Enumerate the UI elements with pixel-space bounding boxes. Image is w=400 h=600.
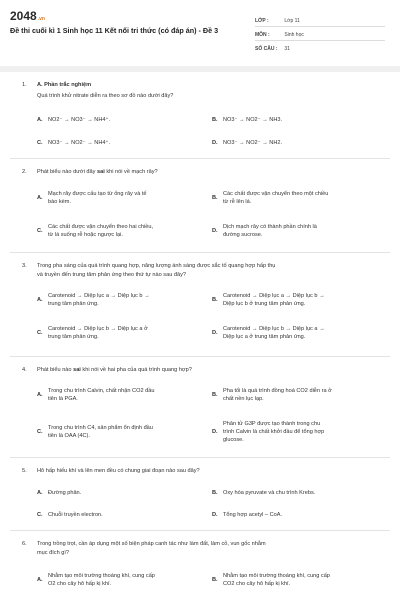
option-text: trung tâm phản ứng. [48, 301, 99, 307]
header-divider [0, 66, 400, 72]
option-text: từ lá xuống rễ hoặc ngược lại. [48, 232, 123, 238]
meta-value: Lớp 11 [284, 18, 300, 24]
option-label: A. [37, 117, 43, 123]
option-label: D. [212, 140, 218, 146]
question-number: 2. [22, 169, 27, 175]
option-text: Đường phân. [48, 490, 82, 496]
question-text: mục đích gì? [37, 550, 70, 556]
meta-class [255, 18, 385, 24]
question-separator [10, 457, 390, 458]
option-c[interactable] [37, 325, 202, 343]
option-text: Diệp lục a ở trung tâm phản ứng. [223, 334, 306, 340]
option-text: bào kèm. [48, 199, 72, 205]
option-label: C. [37, 330, 43, 336]
option-a[interactable] [37, 190, 202, 208]
option-b[interactable] [212, 387, 387, 405]
question-number: 3. [22, 263, 27, 269]
option-a[interactable] [37, 387, 202, 405]
option-d[interactable] [212, 223, 387, 241]
question-text [37, 168, 385, 176]
option-text: từ rễ lên lá. [223, 199, 252, 205]
option-text: trung tâm phản ứng. [48, 334, 99, 340]
option-b[interactable] [212, 292, 387, 310]
meta-subject [255, 32, 385, 38]
meta-key: SỐ CÂU : [255, 46, 278, 52]
option-c[interactable] [37, 424, 202, 442]
option-d[interactable] [212, 325, 387, 343]
option-label: D. [212, 429, 218, 435]
option-label: B. [212, 392, 218, 398]
option-text: O2 cho cây hô hấp kị khí. [48, 581, 112, 587]
page-title: Đề thi cuối kì 1 Sinh học 11 Kết nối tri thức (có đáp án) - Đề 3 [10, 26, 219, 35]
option-text: Oxy hóa pyruvate và chu trình Krebs. [223, 490, 316, 496]
logo-text: 2048 [10, 9, 37, 23]
option-text: Carotenoid → Diệp lục b → Diệp lục a → [223, 326, 325, 332]
option-text: Chuỗi truyền electron. [48, 512, 103, 518]
option-text: NO3⁻ → NO2⁻ → NH4⁺. [48, 140, 111, 146]
question-text: Quá trình khử nitrate diễn ra theo sơ đồ nào dưới đây? [37, 93, 174, 99]
meta-value: 31 [284, 46, 290, 52]
option-label: C. [37, 228, 43, 234]
option-text: NO3⁻ → NO2⁻ → NH3. [223, 117, 283, 123]
option-text: Nhằm tạo môi trường thoáng khí, cung cấp [48, 573, 155, 579]
meta-key: LỚP : [255, 18, 269, 24]
question-text: Trong trồng trọt, cần áp dụng một số biện pháp canh tác như làm đất, làm cỏ, vun gốc nhằm [37, 541, 266, 547]
option-label: C. [37, 512, 43, 518]
question-text: Hô hấp hiếu khí và lên men đều có chung giai đoạn nào sau đây? [37, 468, 200, 474]
option-text: Trong chu trình C4, sản phẩm ổn định đầu [48, 425, 153, 431]
option-text: Mạch rây được cấu tạo từ ống rây và tế [48, 191, 147, 197]
text-part: khi nói về hai pha của quá trình quang hợp? [80, 367, 192, 373]
option-c[interactable] [37, 223, 202, 241]
text-emphasis: sai [73, 367, 81, 373]
option-text: Carotenoid → Diệp lục a → Diệp lục b → [223, 293, 325, 299]
text-part: Phát biểu nào dưới đây [37, 169, 97, 175]
question-separator [10, 356, 390, 357]
option-label: A. [37, 195, 43, 201]
option-text: CO2 cho cây hô hấp kị khí. [223, 581, 291, 587]
option-text: Nhằm tạo môi trường thoáng khí, cung cấp [223, 573, 330, 579]
option-label: A. [37, 297, 43, 303]
option-label: D. [212, 330, 218, 336]
text-emphasis: sai [96, 169, 105, 175]
meta-key: MÔN : [255, 32, 270, 38]
option-a[interactable] [37, 572, 202, 590]
option-label: B. [212, 297, 218, 303]
option-a[interactable] [37, 292, 202, 310]
option-label: C. [37, 429, 43, 435]
option-text: Pha tối là quá trình đồng hoá CO2 diễn ra ở [223, 388, 332, 394]
option-d[interactable] [212, 420, 387, 446]
option-text: NO3⁻ → NO2⁻ → NH2. [223, 140, 283, 146]
option-text: trình Calvin là chất khởi đầu để tổng hợp [223, 429, 325, 435]
question-number: 4. [22, 367, 27, 373]
text-part: khi nói về mạch rây? [104, 169, 158, 175]
option-label: D. [212, 228, 218, 234]
header [0, 0, 400, 64]
option-text: Phân tử G3P được tạo thành trong chu [223, 421, 321, 427]
question-number: 1. [22, 82, 27, 88]
question-text: Trong pha sáng của quá trình quang hợp, năng lượng ánh sáng được sắc tố quang hợp hấp thụ [37, 263, 276, 269]
question-number: 5. [22, 468, 27, 474]
option-label: B. [212, 577, 218, 583]
option-label: A. [37, 490, 43, 496]
option-label: A. [37, 577, 43, 583]
option-text: NO2⁻ → NO3⁻ → NH4⁺. [48, 117, 111, 123]
logo-suffix: .vn [37, 16, 45, 22]
question-text [37, 366, 385, 374]
question-separator [10, 530, 390, 531]
option-text: Các chất được vận chuyển theo hai chiều, [48, 224, 154, 230]
site-logo[interactable] [10, 9, 45, 23]
option-text: Trong chu trình Calvin, chất nhận CO2 đầu [48, 388, 155, 394]
option-label: B. [212, 117, 218, 123]
option-text: Tổng hợp acetyl – CoA. [223, 512, 283, 518]
option-label: B. [212, 195, 218, 201]
option-text: đường sucrose. [223, 232, 263, 238]
option-text: Các chất được vận chuyển theo một chiều [223, 191, 329, 197]
section-title: A. Phần trắc nghiệm [37, 82, 92, 88]
question-separator [10, 252, 390, 253]
option-text: Carotenoid → Diệp lục b → Diệp lục a ở [48, 326, 148, 332]
meta-count [255, 46, 385, 52]
question-text: và truyền đến trung tâm phản ứng theo thứ tự nào sau đây? [37, 272, 186, 278]
option-text: Dịch mạch rây có thành phần chính là [223, 224, 317, 230]
option-text: Carotenoid → Diệp lục a → Diệp lục b → [48, 293, 150, 299]
question-separator [10, 158, 390, 159]
option-text: Diệp lục b ở trung tâm phản ứng. [223, 301, 306, 307]
option-label: B. [212, 490, 218, 496]
option-text: tiên là PGA. [48, 396, 78, 402]
option-label: C. [37, 140, 43, 146]
option-label: D. [212, 512, 218, 518]
question-number: 6. [22, 541, 27, 547]
option-text: glucose. [223, 437, 244, 443]
option-text: chất nền lục lạp. [223, 396, 264, 402]
option-text: tiên là OAA (4C). [48, 433, 90, 439]
option-b[interactable] [212, 190, 387, 208]
option-b[interactable] [212, 572, 387, 590]
meta-value: Sinh học [284, 32, 304, 38]
text-part: Phát biểu nào [37, 367, 74, 373]
option-label: A. [37, 392, 43, 398]
